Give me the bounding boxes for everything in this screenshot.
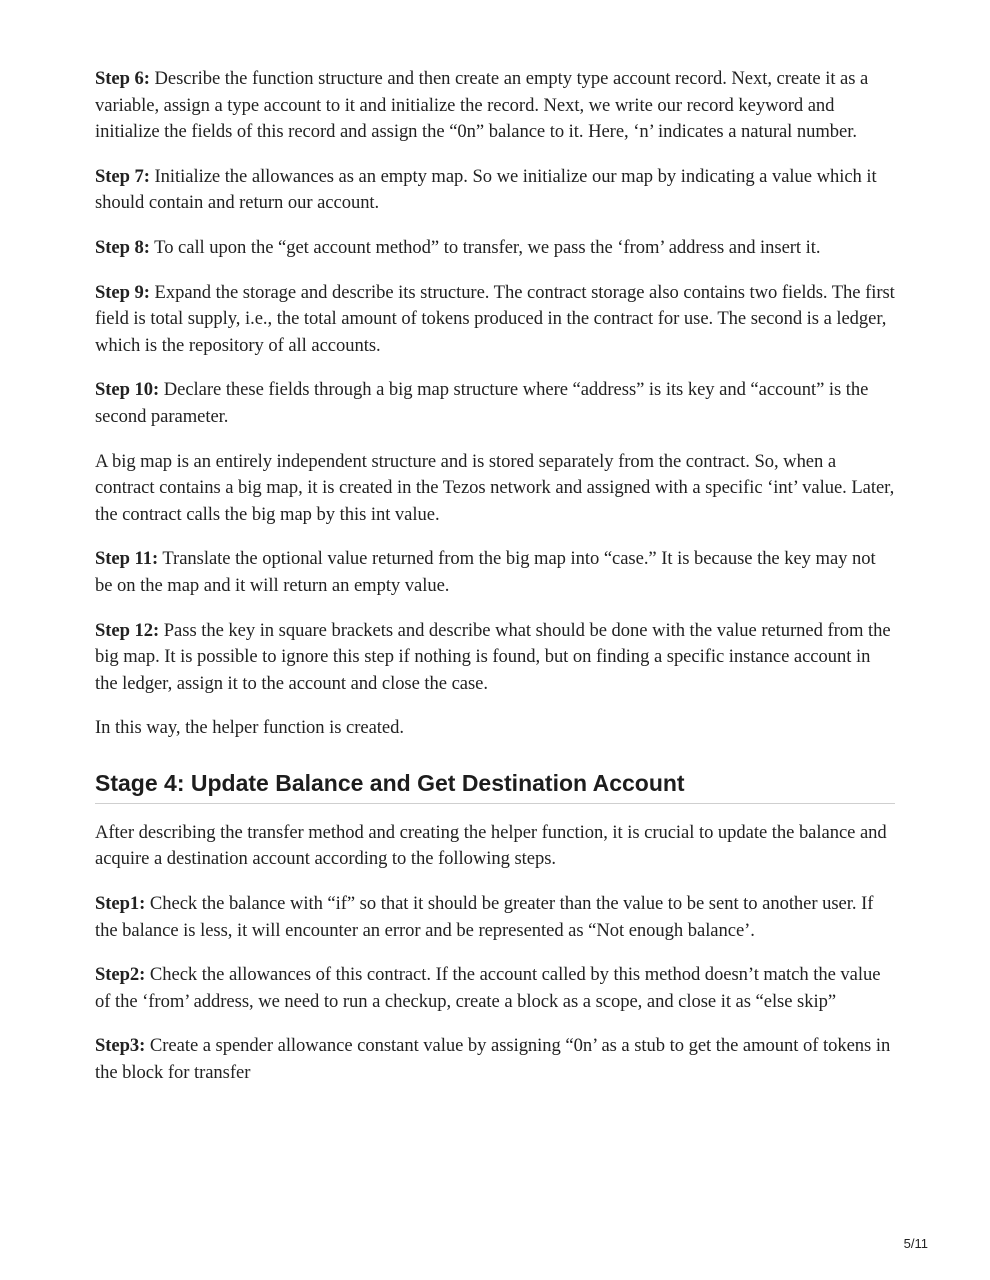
step-label: Step 8: (95, 236, 150, 258)
paragraph-text: To call upon the “get account method” to transfer, we pass the ‘from’ address and insert it. (149, 236, 821, 258)
paragraph-text: Check the balance with “if” so that it should be greater than the value to be sent to another user. If the balance is less, it will encounter an error and be represented as “Not enough balance’. (95, 893, 874, 941)
section-heading: Stage 4: Update Balance and Get Destination Account (95, 768, 895, 804)
paragraph-text: Declare these fields through a big map structure where “address” is its key and “account” is the second parameter. (95, 379, 869, 427)
step-label: Step 11: (95, 548, 159, 570)
paragraph-step-7 (95, 164, 895, 217)
paragraph-text: Expand the storage and describe its structure. The contract storage also contains two fields. The first field is total supply, i.e., the total amount of tokens produced in the contract for use. The second is a ledger, which is the repository of all accounts. (95, 281, 895, 356)
step-label: Step 7: (95, 165, 150, 187)
step-label: Step2: (95, 964, 146, 986)
paragraph-big-map (95, 449, 895, 529)
document-page (95, 66, 895, 1105)
paragraph-text: A big map is an entirely independent structure and is stored separately from the contract. So, when a contract contains a big map, it is created in the Tezos network and assigned with a specific ‘int’ value. Later, the contract calls the big map by this int value. (95, 450, 895, 525)
paragraph-step3 (95, 1033, 895, 1086)
paragraph-step-12 (95, 618, 895, 698)
paragraph-text: Initialize the allowances as an empty map. So we initialize our map by indicating a value which it should contain and return our account. (95, 165, 877, 214)
paragraph-step-8 (95, 235, 895, 262)
paragraph-helper-summary (95, 715, 895, 742)
paragraph-step2 (95, 962, 895, 1015)
step-label: Step 9: (95, 281, 150, 303)
step-label: Step 12: (95, 619, 160, 641)
step-label: Step 10: (95, 379, 160, 401)
paragraph-step-6 (95, 66, 895, 146)
paragraph-text: After describing the transfer method and creating the helper function, it is crucial to update the balance and acquire a destination account according to the following steps. (95, 821, 887, 870)
page-number: 5/11 (903, 1236, 928, 1251)
paragraph-text: Describe the function structure and then create an empty type account record. Next, create it as a variable, assign a type account to it and initialize the record. Next, we write our record keyword and initialize the fields of this record and assign the “0n” balance to it. Here, ‘n’ indicates a natural number. (95, 68, 869, 143)
paragraph-text: Pass the key in square brackets and describe what should be done with the value returned from the big map. It is possible to ignore this step if nothing is found, but on finding a specific instance account in the ledger, assign it to the account and close the case. (95, 619, 891, 694)
paragraph-step-10 (95, 377, 895, 430)
paragraph-text: Create a spender allowance constant value by assigning “0n’ as a stub to get the amount of tokens in the block for transfer (95, 1035, 891, 1084)
paragraph-text: In this way, the helper function is created. (95, 717, 404, 739)
paragraph-step-11 (95, 546, 895, 599)
step-label: Step1: (95, 893, 146, 915)
paragraph-text: Check the allowances of this contract. If the account called by this method doesn’t match the value of the ‘from’ address, we need to run a checkup, create a block as a scope, and close it as “else skip” (95, 964, 881, 1012)
paragraph-step-9 (95, 280, 895, 360)
step-label: Step3: (95, 1035, 146, 1057)
step-label: Step 6: (95, 68, 150, 89)
paragraph-step1 (95, 891, 895, 944)
paragraph-text: Translate the optional value returned from the big map into “case.” It is because the key may not be on the map and it will return an empty value. (95, 548, 876, 596)
paragraph-stage-intro (95, 820, 895, 873)
